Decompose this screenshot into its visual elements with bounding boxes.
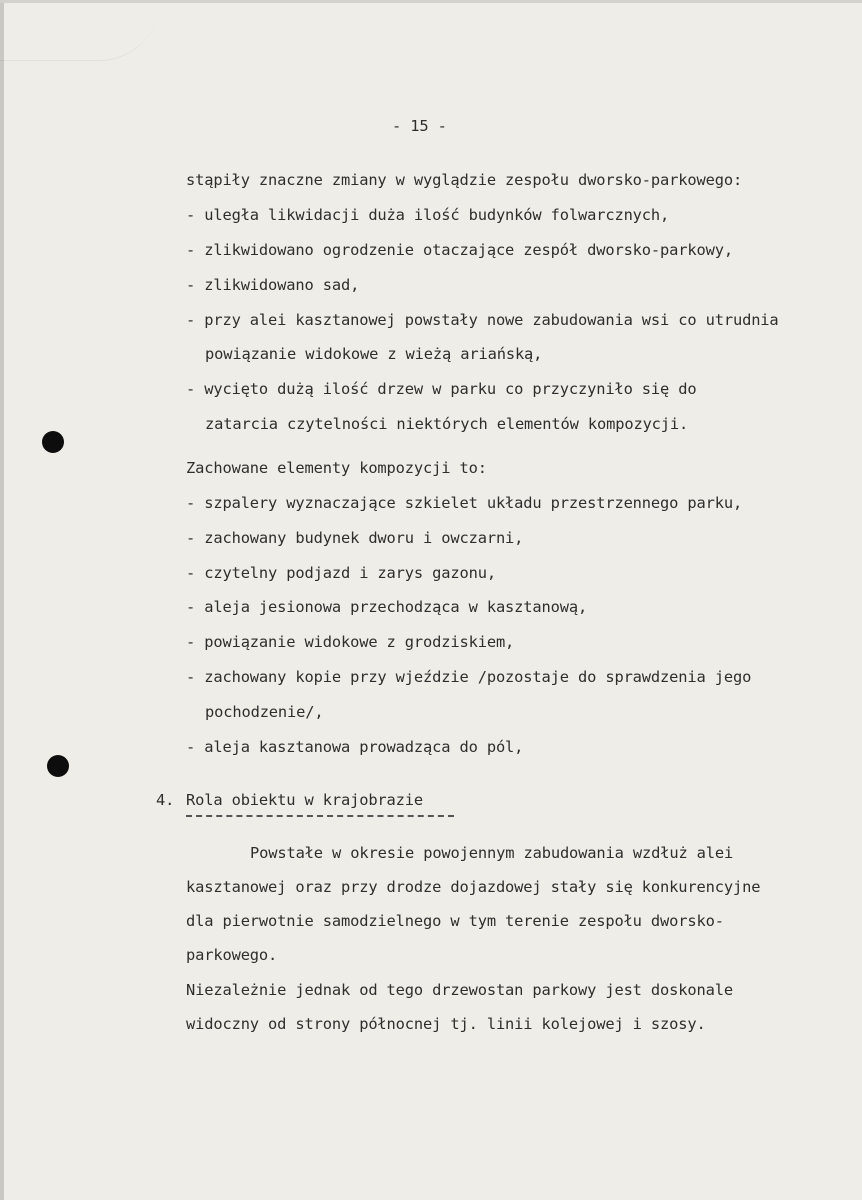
paragraph-line: widoczny od strony północnej tj. linii kolejowej i szosy. [186,1015,706,1033]
list-item: - aleja jesionowa przechodząca w kasztanową, [186,598,588,616]
section-number: 4. [156,791,175,809]
list-item: - uległa likwidacji duża ilość budynków folwarcznych, [186,206,670,224]
list-item: - zachowany kopie przy wjeździe /pozostaje do sprawdzenia jego [186,668,752,686]
list-item: - zlikwidowano sad, [186,276,360,294]
section-title-underline [186,815,454,819]
list-item-continuation: powiązanie widokowe z wieżą ariańską, [205,345,543,363]
list-item: - zlikwidowano ogrodzenie otaczające zespół dworsko-parkowy, [186,241,733,259]
paragraph-line: parkowego. [186,946,278,964]
list-item: - szpalery wyznaczające szkielet układu przestrzennego parku, [186,494,743,512]
punch-hole [42,431,64,453]
paragraph-line: Powstałe w okresie powojennym zabudowania wzdłuż alei [250,844,734,862]
paragraph-line: dla pierwotnie samodzielnego w tym terenie zespołu dworsko- [186,912,724,930]
list-item: - czytelny podjazd i zarys gazonu, [186,564,496,582]
text-line: stąpiły znaczne zmiany w wyglądzie zespołu dworsko-parkowego: [186,171,743,189]
text-line: Zachowane elementy kompozycji to: [186,459,487,477]
punch-hole [47,755,69,777]
list-item: - przy alei kasztanowej powstały nowe zabudowania wsi co utrudnia [186,311,779,329]
list-item-continuation: pochodzenie/, [205,703,324,721]
paper-fold [0,0,160,61]
list-item-continuation: zatarcia czytelności niektórych elementów kompozycji. [205,415,689,433]
paragraph-line: Niezależnie jednak od tego drzewostan parkowy jest doskonale [186,981,733,999]
list-item: - aleja kasztanowa prowadząca do pól, [186,738,524,756]
list-item: - zachowany budynek dworu i owczarni, [186,529,524,547]
page-edge-shadow [0,0,4,1200]
page-number: - 15 - [392,117,447,135]
list-item: - wycięto dużą ilość drzew w parku co przyczyniło się do [186,380,697,398]
list-item: - powiązanie widokowe z grodziskiem, [186,633,515,651]
paragraph-line: kasztanowej oraz przy drodze dojazdowej stały się konkurencyjne [186,878,761,896]
section-title: Rola obiektu w krajobrazie [186,791,424,809]
